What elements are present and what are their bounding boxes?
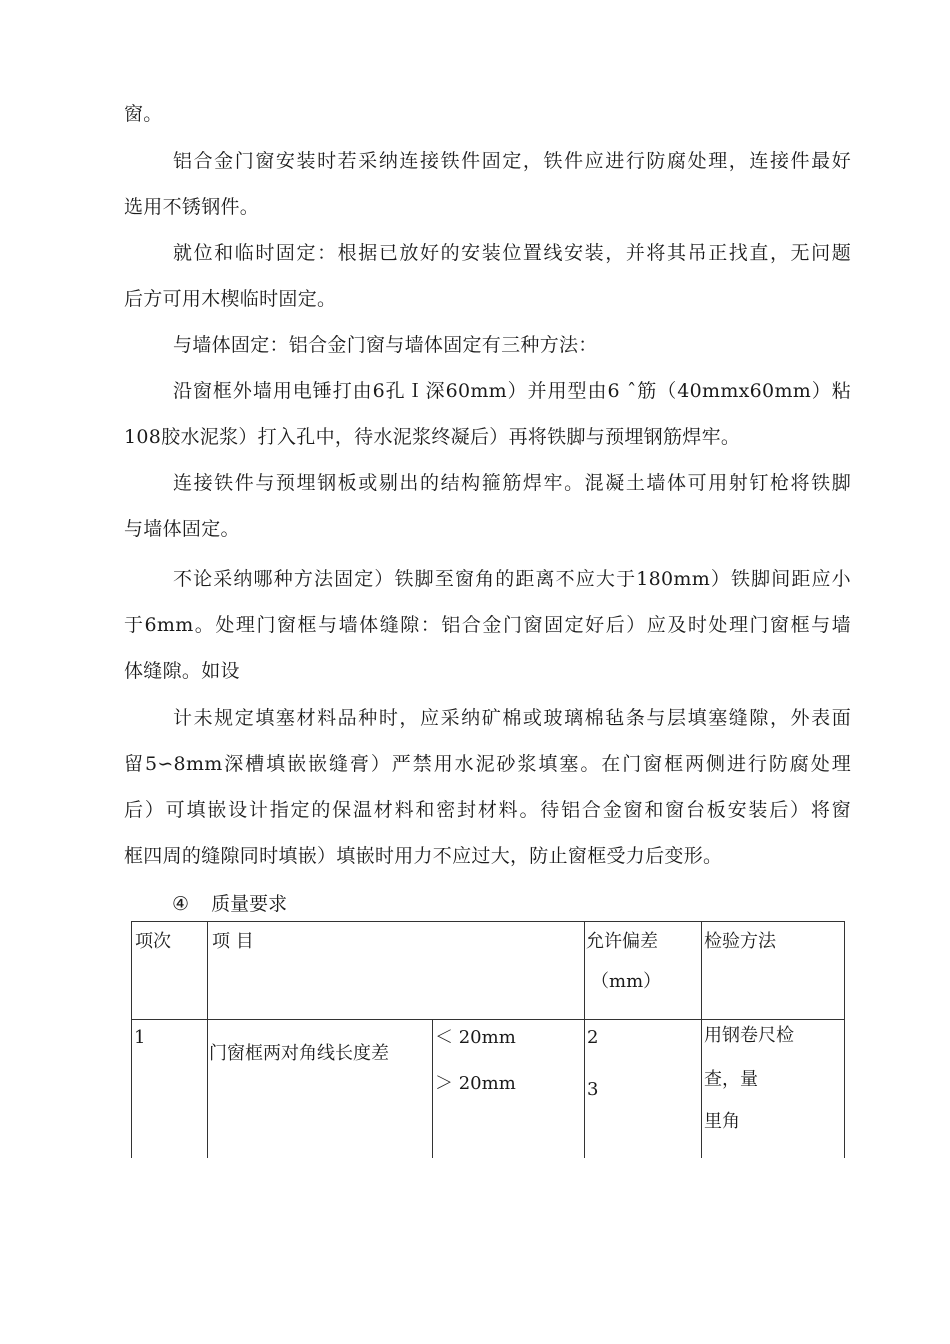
table-header-cell: 项次 [132,922,208,1020]
paragraph-line: 后方可用木楔临时固定。 [124,288,337,310]
paragraph-line: 铝合金门窗安装时若采纳连接铁件固定，铁件应进行防腐处理，连接件最好 [173,150,851,172]
table-cell: 1 [132,1020,208,1158]
paragraph-line: 后）可填嵌设计指定的保温材料和密封材料。待铝合金窗和窗台板安装后）将窗 [124,799,851,821]
table-cell: ＜ 20mm ＞ 20mm [433,1020,585,1158]
paragraph-line: 选用不锈钢件。 [124,196,260,218]
paragraph-line: 与墙体固定。 [124,518,240,540]
table-cell: 门窗框两对角线长度差 [208,1020,433,1158]
paragraph-line: 不论采纳哪种方法固定）铁脚至窗角的距离不应大于180mm）铁脚间距应小 [173,568,851,590]
paragraph-line: 连接铁件与预埋钢板或剔出的结构箍筋焊牢。混凝土墙体可用射钉枪将铁脚 [173,472,851,494]
paragraph-line: 与墙体固定：铝合金门窗与墙体固定有三种方法： [173,334,598,356]
table-header-cell: 检验方法 [702,922,845,1020]
table-cell: 2 3 [585,1020,702,1158]
table-header-cell: 项 目 [208,922,585,1020]
section-number: ④ [172,893,190,915]
section-title: 质量要求 [211,893,288,915]
quality-table [131,921,845,1158]
paragraph-line: 108胶水泥浆）打入孔中，待水泥浆终凝后）再将铁脚与预埋钢筋焊牢。 [124,426,741,448]
table-row [132,1020,845,1158]
table-cell: 用钢卷尺检 查，量 里角 [702,1020,845,1158]
paragraph-line: 体缝隙。如设 [124,660,240,682]
paragraph-line: 框四周的缝隙同时填嵌）填嵌时用力不应过大，防止窗框受力后变形。 [124,845,723,867]
paragraph-line: 窗。 [124,103,163,125]
paragraph-line: 于6mm。处理门窗框与墙体缝隙：铝合金门窗固定好后）应及时处理门窗框与墙 [124,614,851,636]
paragraph-line: 计未规定填塞材料品种时，应采纳矿棉或玻璃棉毡条与层填塞缝隙，外表面 [173,707,851,729]
table-header-cell: 允许偏差 （mm） [585,922,702,1020]
section-heading [172,892,287,916]
paragraph-line: 就位和临时固定：根据已放好的安装位置线安装，并将其吊正找直，无问题 [173,242,851,264]
paragraph-line: 沿窗框外墙用电锤打由6孔Ｉ深60mm）并用型由6 ˆ筋（40mmx60mm）粘 [173,380,851,402]
paragraph-line: 留5∽8mm深槽填嵌嵌缝膏）严禁用水泥砂浆填塞。在门窗框两侧进行防腐处理 [124,753,851,775]
table-header-row [132,922,845,1020]
